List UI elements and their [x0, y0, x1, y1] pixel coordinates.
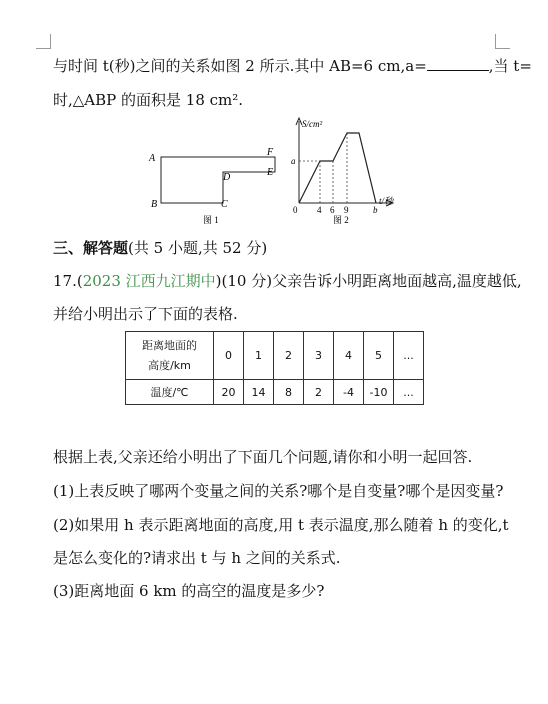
problem-text-line-1: [53, 56, 532, 76]
height-temperature-table: [125, 331, 424, 405]
question-17-line-2: 并给小明出示了下面的表格.: [53, 305, 238, 323]
question-17-part-3: (3)距离地面 6 km 的高空的温度是多少?: [53, 582, 325, 600]
question-17-intro: 根据上表,父亲还给小明出了下面几个问题,请你和小明一起回答.: [53, 448, 473, 466]
figure-2-x-tick-0: 0: [293, 205, 298, 215]
question-17-points: )(10 分)父亲告诉小明距离地面越高,温度越低,: [215, 272, 522, 290]
question-17-part-1: (1)上表反映了哪两个变量之间的关系?哪个是自变量?哪个是因变量?: [53, 482, 504, 500]
table-cell-temperature: -10: [364, 380, 394, 405]
table-cell-temperature: 2: [304, 380, 334, 405]
crop-mark-top-left: [36, 34, 51, 49]
table-cell-height: 1: [244, 332, 274, 380]
figure-1-label-e: E: [267, 167, 274, 178]
figure-2: [285, 115, 405, 227]
problem-text-line-2: 时,△ABP 的面积是 18 cm².: [53, 91, 244, 109]
table-cell-temperature: -4: [334, 380, 364, 405]
figure-1-label-f: F: [267, 147, 274, 158]
question-17-part-2-line-1: (2)如果用 h 表示距离地面的高度,用 t 表示温度,那么随着 h 的变化,t: [53, 516, 509, 534]
figure-2-x-tick-4: 4: [317, 205, 322, 215]
figure-1-label-a: A: [149, 153, 156, 164]
section-note: (共 5 小题,共 52 分): [128, 239, 268, 257]
figure-2-caption: 图 2: [333, 215, 349, 225]
table-cell-height: 4: [334, 332, 364, 380]
table-cell-height: ...: [394, 332, 424, 380]
table-cell-height: 0: [214, 332, 244, 380]
problem-text-suffix: ,当 t=: [488, 57, 532, 75]
figure-2-graph: [299, 133, 376, 203]
crop-mark-top-right: [495, 34, 510, 49]
figure-1-label-d: D: [223, 172, 231, 183]
figure-1-polygon: [161, 157, 275, 203]
figure-2-x-tick-b: b: [373, 205, 378, 215]
table-header-height-line-2: 高度/km: [148, 358, 191, 372]
table-row-temperature: [126, 380, 424, 405]
question-17-line-1: [53, 271, 522, 291]
table-header-height: [126, 332, 214, 380]
figure-2-y-axis-label: S/cm²: [302, 119, 323, 129]
table-cell-height: 3: [304, 332, 334, 380]
table-header-height-line-1: 距离地面的: [142, 338, 197, 352]
section-title: 三、解答题: [53, 239, 129, 257]
figure-1-caption: 图 1: [203, 215, 219, 225]
question-17-part-2-line-2: 是怎么变化的?请求出 t 与 h 之间的关系式.: [53, 549, 341, 567]
table-cell-temperature: 8: [274, 380, 304, 405]
table-cell-temperature: ...: [394, 380, 424, 405]
figure-2-x-tick-6: 6: [330, 205, 335, 215]
table-header-temperature: 温度/℃: [126, 380, 214, 405]
problem-text-prefix: 与时间 t(秒)之间的关系如图 2 所示.其中 AB=6 cm,a=: [53, 57, 427, 75]
question-17-number: 17.(: [53, 272, 83, 290]
table-cell-height: 2: [274, 332, 304, 380]
figure-2-x-axis-label: t/秒: [379, 196, 394, 206]
figure-2-y-tick-a: a: [291, 156, 296, 166]
table-cell-temperature: 14: [244, 380, 274, 405]
table-cell-height: 5: [364, 332, 394, 380]
question-17-source: 2023 江西九江期中: [82, 272, 216, 290]
section-heading: [53, 238, 267, 258]
figure-1-label-b: B: [151, 199, 158, 210]
answer-blank[interactable]: [427, 56, 489, 71]
table-cell-temperature: 20: [214, 380, 244, 405]
figure-1-label-c: C: [221, 199, 228, 210]
figure-2-x-tick-9: 9: [344, 205, 349, 215]
figure-1: [145, 145, 280, 227]
table-row-height: [126, 332, 424, 380]
